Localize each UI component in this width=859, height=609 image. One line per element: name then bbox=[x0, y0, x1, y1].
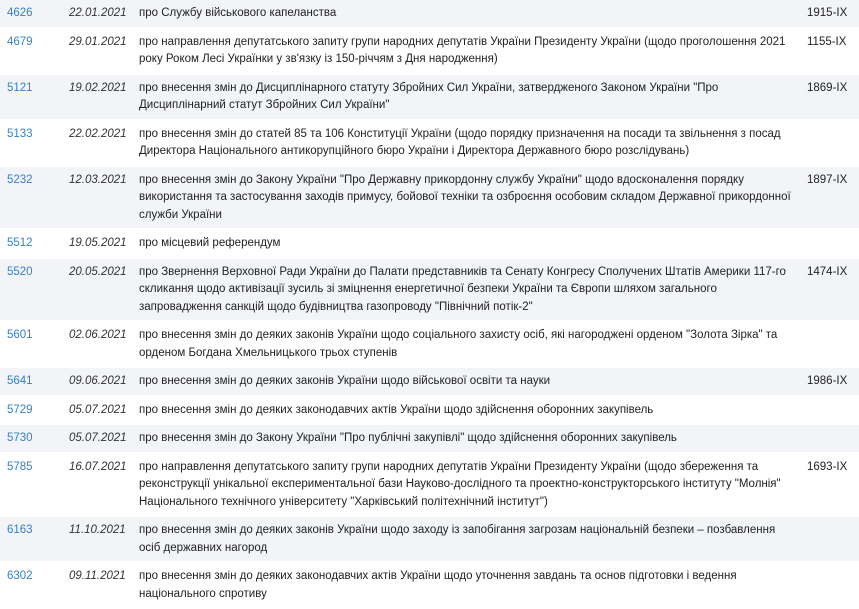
bill-title: про направлення депутатського запиту групи народних депутатів України Президенту України (щодо проголошення 2021 року Роком Лесі Українки у зв'язку із 150-річчям з Дня народження) bbox=[139, 35, 786, 65]
bill-number-cell bbox=[0, 563, 69, 609]
bill-title-cell bbox=[139, 322, 807, 368]
bill-number-cell bbox=[0, 425, 69, 454]
bill-date-cell bbox=[69, 425, 139, 454]
bill-number-cell bbox=[0, 167, 69, 231]
law-number: 1915-IX bbox=[807, 7, 848, 19]
law-number-cell bbox=[807, 368, 859, 397]
law-number: 1155-IX bbox=[807, 35, 847, 48]
table-row bbox=[0, 259, 859, 323]
bill-date: 09.06.2021 bbox=[69, 375, 127, 387]
bill-date: 02.06.2021 bbox=[69, 329, 127, 341]
bill-date-cell bbox=[69, 454, 139, 518]
law-number-cell bbox=[807, 322, 859, 368]
bill-number-cell bbox=[0, 75, 69, 121]
bill-title: про внесення змін до деяких законів України щодо соціального захисту осіб, які нагороджені орденом "Золота Зірка" та орденом Богдана Хмельницького трьох ступенів bbox=[139, 329, 778, 359]
bill-date-cell bbox=[69, 230, 139, 259]
law-number: 1693-IX bbox=[807, 460, 848, 473]
table-row bbox=[0, 121, 859, 167]
bill-number-cell bbox=[0, 0, 69, 29]
bill-title: про внесення змін до Закону України "Про Державну прикордонну службу України" щодо вдосконалення порядку використання та застосування заходів примусу, бойової техніки та озброєння особовим складом Державної прикордонної служби України bbox=[139, 173, 791, 221]
bill-title-cell bbox=[139, 259, 807, 323]
bill-title: про внесення змін до деяких законодавчих актів України щодо уточнення завдань та основ підготовки і ведення національного спротиву bbox=[139, 570, 737, 600]
law-number-cell bbox=[807, 517, 859, 563]
bill-title-cell bbox=[139, 563, 807, 609]
bill-title: про внесення змін до Закону України "Про публічні закупівлі" щодо здійснення оборонних закупівель bbox=[139, 432, 677, 444]
bill-title-cell bbox=[139, 0, 807, 29]
bill-number-cell bbox=[0, 322, 69, 368]
law-number-cell bbox=[807, 397, 859, 426]
bill-date: 05.07.2021 bbox=[69, 432, 127, 444]
law-number-cell bbox=[807, 0, 859, 29]
bill-date-cell bbox=[69, 0, 139, 29]
bill-number-link[interactable]: 5133 bbox=[7, 127, 33, 140]
bill-date: 16.07.2021 bbox=[69, 460, 127, 473]
law-number: 1897-IX bbox=[807, 173, 848, 186]
bill-title-cell bbox=[139, 517, 807, 563]
bill-title: про направлення депутатського запиту групи народних депутатів України Президенту України (щодо збереження та реконструкції унікальної експериментальної бази Науково-дослідного та проектно-конструкторського інституту "Молнія" Національного технічного університету "Харківський політехнічний інститут") bbox=[139, 460, 781, 508]
law-number-cell bbox=[807, 563, 859, 609]
bill-number-link[interactable]: 5729 bbox=[7, 403, 33, 416]
bill-date: 05.07.2021 bbox=[69, 403, 127, 416]
law-number-cell bbox=[807, 167, 859, 231]
bill-date-cell bbox=[69, 121, 139, 167]
bill-date: 22.01.2021 bbox=[69, 7, 127, 19]
table-row bbox=[0, 75, 859, 121]
bill-date-cell bbox=[69, 563, 139, 609]
bill-title-cell bbox=[139, 368, 807, 397]
bill-date-cell bbox=[69, 29, 139, 75]
law-number: 1986-IX bbox=[807, 375, 848, 387]
law-number-cell bbox=[807, 75, 859, 121]
bill-date: 12.03.2021 bbox=[69, 173, 127, 186]
bill-number-link[interactable]: 5121 bbox=[7, 81, 33, 94]
bill-title-cell bbox=[139, 397, 807, 426]
table-row bbox=[0, 397, 859, 426]
bill-number-link[interactable]: 5785 bbox=[7, 460, 33, 473]
bill-title-cell bbox=[139, 425, 807, 454]
table-row bbox=[0, 454, 859, 518]
bill-title: про внесення змін до статей 85 та 106 Конституції України (щодо порядку призначення на посади та звільнення з посад Директора Національного антикорупційного бюро України і Директора Державного бюро розслідувань) bbox=[139, 127, 781, 157]
law-number: 1474-IX bbox=[807, 265, 848, 278]
bill-number-cell bbox=[0, 397, 69, 426]
bill-number-cell bbox=[0, 121, 69, 167]
bill-number-cell bbox=[0, 454, 69, 518]
bill-number-cell bbox=[0, 259, 69, 323]
bill-number-cell bbox=[0, 517, 69, 563]
bill-date-cell bbox=[69, 368, 139, 397]
bill-title: про Службу військового капеланства bbox=[139, 7, 337, 19]
table-row bbox=[0, 322, 859, 368]
bill-number-link[interactable]: 6302 bbox=[7, 570, 33, 582]
table-row bbox=[0, 563, 859, 609]
bill-title: про внесення змін до деяких законів України щодо військової освіти та науки bbox=[139, 375, 551, 387]
bill-title-cell bbox=[139, 75, 807, 121]
table-row bbox=[0, 167, 859, 231]
law-number: 1869-IX bbox=[807, 81, 848, 94]
bill-number-link[interactable]: 4679 bbox=[7, 35, 33, 48]
bill-number-link[interactable]: 5641 bbox=[7, 375, 33, 387]
bill-number-link[interactable]: 5601 bbox=[7, 329, 33, 341]
bill-title-cell bbox=[139, 29, 807, 75]
table-row bbox=[0, 29, 859, 75]
law-number-cell bbox=[807, 121, 859, 167]
bill-number-link[interactable]: 5730 bbox=[7, 432, 33, 444]
bill-date: 20.05.2021 bbox=[69, 265, 127, 278]
bill-number-link[interactable]: 5520 bbox=[7, 265, 33, 278]
bill-title-cell bbox=[139, 230, 807, 259]
law-number-cell bbox=[807, 259, 859, 323]
bill-title-cell bbox=[139, 167, 807, 231]
table-row bbox=[0, 0, 859, 29]
bill-number-link[interactable]: 5512 bbox=[7, 237, 33, 249]
bill-number-cell bbox=[0, 29, 69, 75]
bill-date-cell bbox=[69, 397, 139, 426]
bill-title: про місцевий референдум bbox=[139, 237, 281, 249]
law-number-cell bbox=[807, 230, 859, 259]
bill-title: про внесення змін до деяких законодавчих актів України щодо здійснення оборонних закупівель bbox=[139, 403, 654, 416]
bill-date: 19.02.2021 bbox=[69, 81, 127, 94]
bill-date: 19.05.2021 bbox=[69, 237, 127, 249]
table-row bbox=[0, 517, 859, 563]
table-row bbox=[0, 368, 859, 397]
bill-title: про внесення змін до Дисциплінарного статуту Збройних Сил України, затвердженого Законом України "Про Дисциплінарний статут Збройних Сил України" bbox=[139, 81, 719, 111]
bill-number-cell bbox=[0, 368, 69, 397]
bill-title-cell bbox=[139, 121, 807, 167]
bill-date-cell bbox=[69, 517, 139, 563]
bill-title: про Звернення Верховної Ради України до Палати представників та Сенату Конгресу Сполучених Штатів Америки 117-го скликання щодо активізації зусиль зі зміцнення енергетичної безпеки України та Європи шляхом загального запровадження санкцій щодо будівництва газопроводу "Північний потік-2" bbox=[139, 265, 786, 313]
law-number-cell bbox=[807, 454, 859, 518]
bill-date: 11.10.2021 bbox=[69, 524, 126, 536]
bill-number-cell bbox=[0, 230, 69, 259]
bill-number-link[interactable]: 4626 bbox=[7, 7, 33, 19]
bill-number-link[interactable]: 6163 bbox=[7, 524, 33, 536]
bill-date: 09.11.2021 bbox=[69, 570, 126, 582]
bill-date: 29.01.2021 bbox=[69, 35, 127, 48]
bill-title-cell bbox=[139, 454, 807, 518]
bill-title: про внесення змін до деяких законів України щодо заходу із запобігання загрозам національній безпеки – позбавлення осіб державних нагород bbox=[139, 524, 776, 554]
bill-date-cell bbox=[69, 75, 139, 121]
bill-date-cell bbox=[69, 259, 139, 323]
law-number-cell bbox=[807, 29, 859, 75]
table-row bbox=[0, 230, 859, 259]
bill-date-cell bbox=[69, 167, 139, 231]
bill-number-link[interactable]: 5232 bbox=[7, 173, 33, 186]
table-row bbox=[0, 425, 859, 454]
bill-date: 22.02.2021 bbox=[69, 127, 127, 140]
law-number-cell bbox=[807, 425, 859, 454]
bill-date-cell bbox=[69, 322, 139, 368]
